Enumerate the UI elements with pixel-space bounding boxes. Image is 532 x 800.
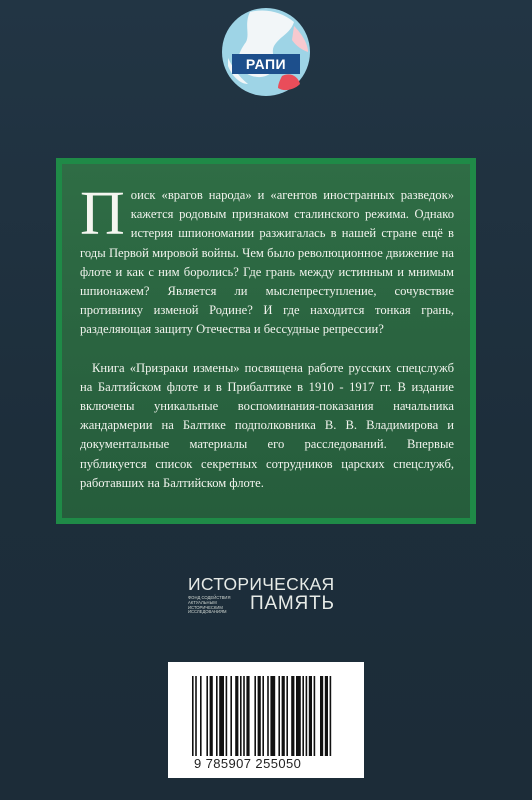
- barcode-bar: [314, 676, 316, 756]
- barcode-bar: [282, 676, 285, 756]
- barcode-bar: [291, 676, 294, 756]
- globe-logo-icon: [220, 6, 312, 98]
- barcode-bar: [243, 676, 245, 756]
- barcode-bar: [270, 676, 275, 756]
- barcode-bar: [246, 676, 249, 756]
- annotation-panel: [62, 164, 470, 518]
- barcode-bar: [330, 676, 332, 756]
- barcode-bar: [258, 676, 261, 756]
- barcode-bar: [296, 676, 301, 756]
- barcode-bar: [286, 676, 288, 756]
- barcode-bar: [195, 676, 197, 756]
- barcode-bar: [240, 676, 242, 756]
- annotation-paragraph-2: Книга «Призраки измены» посвящена работе русских спецслужб на Балтийском флоте и в Прибалтике в 1910 - 1917 гг. В издание включены уникальные воспоминания-показания начальника жандармерии на Балтике подполковника В. В. Владимирова и документальные материалы его расследований. Впервые публикуется список секретных сотрудников царских спецслужб, работавших на Балтийском флоте.: [80, 360, 454, 490]
- barcode-bar: [192, 676, 194, 756]
- barcode-bar: [320, 676, 323, 756]
- annotation-paragraph-1-text: оиск «врагов народа» и «агентов иностранных разведок» кажется родовым признаком сталинского режима. Однако истерия шпиономании разжигалась в нашей стране ещё в годы Первой мировой войны. Чем было революционное движение на флоте и как с ним боролись? Где грань между истинным и мнимым шпионажем? Является ли мыслепреступление, сочувствие противнику изменой Родине? И где находится тонкая грань, разделяющая защиту Отечества и бессудные репрессии?: [80, 188, 454, 337]
- series-title-line2: ПАМЯТЬ: [250, 593, 335, 614]
- series-small-print: ФОНД СОДЕЙСТВИЯ АКТУАЛЬНЫМ ИСТОРИЧЕСКИМ ИССЛЕДОВАНИЯМ: [188, 595, 231, 615]
- drop-cap: П: [80, 180, 125, 248]
- barcode-bar: [210, 676, 213, 756]
- barcode-bar: [219, 676, 224, 756]
- barcode-bar: [254, 676, 256, 756]
- barcode-bar: [200, 676, 202, 756]
- barcode-bar: [262, 676, 264, 756]
- barcode-bar: [267, 676, 269, 756]
- barcode-label: [168, 662, 364, 778]
- barcode-digits: 9 785907 255050: [194, 756, 302, 771]
- barcode-bar: [302, 676, 304, 756]
- series-title-line1: ИСТОРИЧЕСКАЯ: [188, 574, 335, 594]
- barcode-bar: [278, 676, 280, 756]
- publisher-logo-text: РАПИ: [232, 54, 300, 74]
- series-logo: [188, 574, 358, 620]
- barcode-bar: [206, 676, 208, 756]
- annotation-paragraph-1: [80, 180, 454, 340]
- barcode-bar: [235, 676, 238, 756]
- barcode-bar: [325, 676, 328, 756]
- barcode-bar: [216, 676, 218, 756]
- barcode-bar: [226, 676, 228, 756]
- barcode-bar: [230, 676, 232, 756]
- barcode-image: [190, 676, 344, 756]
- barcode-bar: [309, 676, 312, 756]
- barcode-bar: [306, 676, 308, 756]
